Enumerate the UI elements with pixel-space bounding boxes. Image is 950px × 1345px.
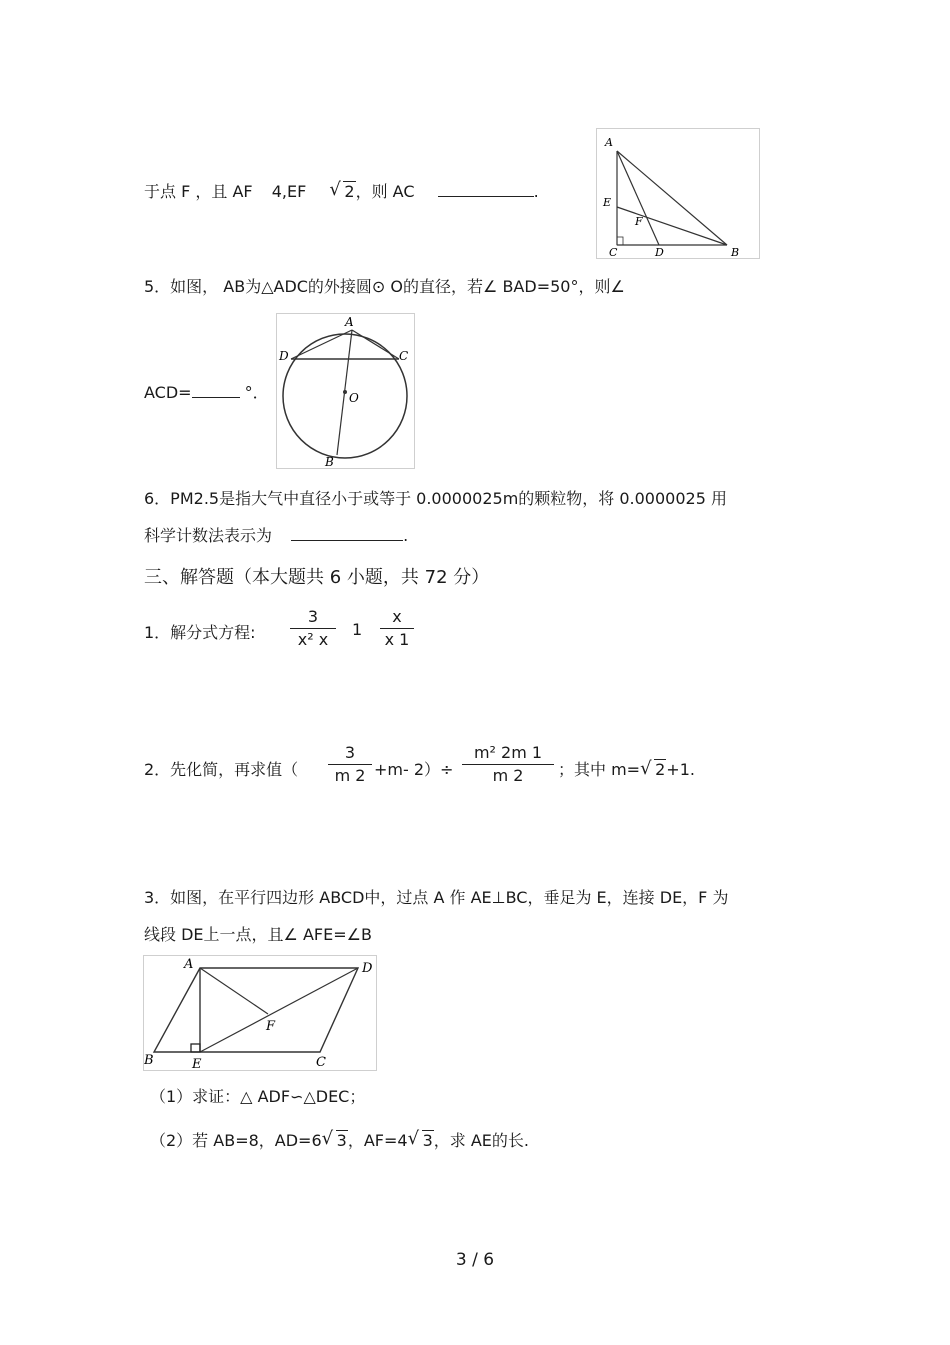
- q4-then: ，则 AC: [355, 182, 415, 201]
- a1-frac2-numerator: x: [392, 607, 402, 626]
- fraction-bar: [380, 628, 414, 629]
- a3-radicand-2: 3: [422, 1131, 433, 1150]
- label-A: A: [605, 136, 613, 149]
- label-F: F: [266, 1019, 276, 1034]
- a3-figure: [143, 955, 377, 1071]
- q6-prompt: 科学计数法表示为: [144, 526, 273, 545]
- q6-end: .: [403, 526, 409, 545]
- a2-frac1-numerator: 3: [344, 743, 356, 762]
- label-O: O: [349, 391, 359, 405]
- a3-sub2-end: ，求 AE的长.: [433, 1131, 529, 1150]
- radical-sign-icon: √: [640, 758, 652, 779]
- a3-sub2-mid: ，AF=4: [347, 1131, 408, 1150]
- circle-diagram: [277, 314, 414, 468]
- a2-sqrt: [640, 760, 666, 779]
- fraction-bar: [290, 628, 336, 629]
- a3-sub2-prefix: （2）若 AB=8，AD=6: [150, 1131, 322, 1150]
- a2-fraction-2: [462, 743, 554, 786]
- a2-radicand: 2: [655, 760, 666, 779]
- right-triangle-diagram: [597, 129, 759, 258]
- a3-line2: 线段 DE上一点，且∠ AFE=∠B: [144, 925, 372, 944]
- q6-answer-blank: [291, 540, 403, 541]
- a2-frac2-denominator: m 2: [492, 766, 524, 785]
- label-A: A: [345, 315, 354, 329]
- a1-mid-term: 1: [352, 620, 363, 639]
- label-C: C: [609, 246, 618, 258]
- a2-tail: [558, 757, 695, 780]
- a1-frac2-denominator: x 1: [384, 630, 410, 649]
- label-B: B: [144, 1053, 154, 1068]
- label-B: B: [325, 455, 334, 468]
- a2-mid: +m- 2）÷: [374, 760, 454, 779]
- q4-lead: 于点 F ，且 AF: [144, 182, 253, 201]
- radical-sign-icon: √: [407, 1128, 420, 1149]
- q4-ef-label: ,EF: [281, 182, 307, 201]
- label-D: D: [655, 246, 664, 258]
- a1-fraction-1: [290, 607, 336, 650]
- q4-answer-blank: [438, 196, 534, 197]
- label-E: E: [192, 1057, 202, 1070]
- radical-sign-icon: √: [329, 179, 341, 200]
- a3-line1: 3．如图，在平行四边形 ABCD中，过点 A 作 AE⊥BC，垂足为 E，连接 DE，F 为: [144, 888, 729, 907]
- a3-sub1: （1）求证：△ ADF∽△DEC；: [150, 1087, 366, 1106]
- q5-figure: [276, 313, 415, 469]
- page-number: 3 / 6: [455, 1250, 495, 1270]
- section-3-title: 三、解答题（本大题共 6 小题，共 72 分）: [144, 567, 490, 588]
- q4-answer-line: [144, 181, 539, 203]
- label-C: C: [399, 349, 409, 363]
- a1-frac1-denominator: x² x: [297, 630, 329, 649]
- q6-line2: [144, 525, 408, 547]
- fraction-bar: [462, 764, 554, 765]
- q5-degree-suffix: °．: [244, 383, 269, 402]
- q4-af-value: 4: [271, 182, 282, 201]
- radical-sign-icon: √: [321, 1128, 334, 1149]
- q6-line1: 6．PM2.5是指大气中直径小于或等于 0.0000025m的颗粒物，将 0.0000025 用: [144, 489, 727, 508]
- q5-line1: 5．如图， AB为△ADC的外接圆⊙ O的直径，若∠ BAD=50°，则∠: [144, 277, 625, 296]
- a2-fraction-1: [328, 743, 372, 786]
- label-B: B: [731, 246, 740, 258]
- label-E: E: [603, 196, 612, 209]
- a1-frac1-numerator: 3: [307, 607, 319, 626]
- a1-fraction-2: [380, 607, 414, 650]
- a2-tail-end: +1.: [666, 760, 695, 779]
- a2-label: 2．先化简，再求值（: [144, 760, 299, 779]
- q4-figure: [596, 128, 760, 259]
- label-D: D: [279, 349, 289, 363]
- a1-label: 1．解分式方程:: [144, 623, 256, 642]
- parallelogram-diagram: [144, 956, 376, 1070]
- fraction-bar: [328, 764, 372, 765]
- a3-radicand-1: 3: [336, 1131, 347, 1150]
- q5-acd-prefix: ACD=: [144, 383, 192, 402]
- q4-radicand: 2: [344, 182, 355, 201]
- a3-sub2: [150, 1130, 529, 1152]
- a3-sqrt-2: [408, 1130, 434, 1152]
- q4-sqrt: [329, 181, 355, 203]
- label-A: A: [184, 957, 194, 972]
- a2-condition: ；其中 m=: [558, 760, 641, 779]
- q5-line2: [144, 382, 269, 404]
- a3-sqrt-1: [322, 1130, 348, 1152]
- a2-frac1-denominator: m 2: [334, 766, 366, 785]
- label-C: C: [316, 1055, 326, 1070]
- label-F: F: [635, 215, 643, 228]
- label-D: D: [362, 961, 373, 976]
- a2-frac2-numerator: m² 2m 1: [473, 743, 543, 762]
- q4-end: .: [533, 182, 539, 201]
- q5-answer-blank: [192, 397, 240, 398]
